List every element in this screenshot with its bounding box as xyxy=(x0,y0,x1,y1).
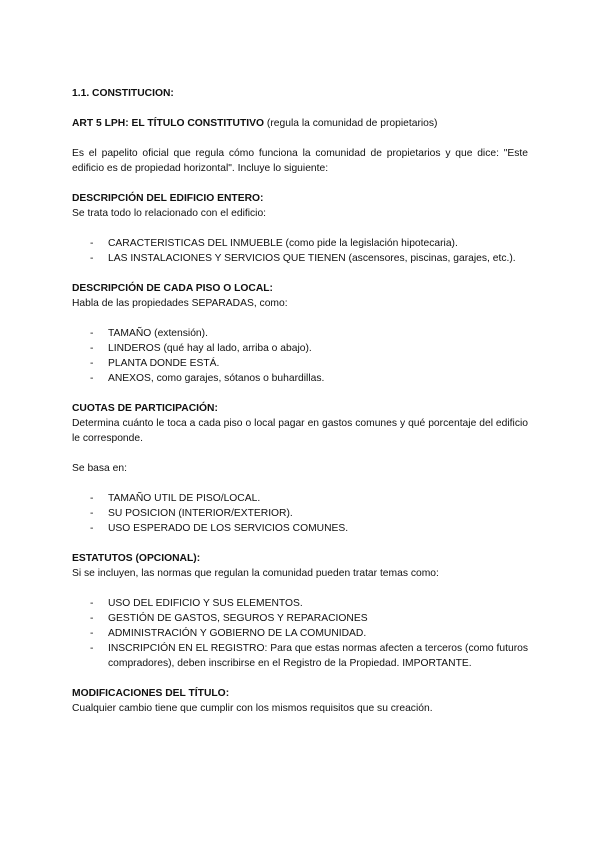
dash-bullet: - xyxy=(90,328,94,339)
dash-bullet: - xyxy=(90,643,94,654)
section-title-cuotas: CUOTAS DE PARTICIPACIÓN: xyxy=(72,403,218,414)
list-item xyxy=(72,491,528,506)
section-title-piso: DESCRIPCIÓN DE CADA PISO O LOCAL: xyxy=(72,283,273,294)
section-text-estatutos: Si se incluyen, las normas que regulan la comunidad pueden tratar temas como: xyxy=(72,568,439,579)
section-extra-cuotas: Se basa en: xyxy=(72,463,127,474)
dash-bullet: - xyxy=(90,253,94,264)
list-item-text: LINDEROS (qué hay al lado, arriba o abajo). xyxy=(108,343,312,354)
list-item-text: SU POSICION (INTERIOR/EXTERIOR). xyxy=(108,508,293,519)
list-item-text: ANEXOS, como garajes, sótanos o buhardillas. xyxy=(108,373,325,384)
list-cuotas xyxy=(72,491,528,536)
dash-bullet: - xyxy=(90,493,94,504)
list-item-text: GESTIÓN DE GASTOS, SEGUROS Y REPARACIONES xyxy=(108,613,368,624)
main-heading: 1.1. CONSTITUCION: xyxy=(72,88,174,99)
list-item xyxy=(72,641,528,671)
list-item xyxy=(72,341,528,356)
dash-bullet: - xyxy=(90,358,94,369)
article-heading-bold: ART 5 LPH: EL TÍTULO CONSTITUTIVO xyxy=(72,118,265,129)
list-edificio xyxy=(72,236,528,266)
dash-bullet: - xyxy=(90,523,94,534)
section-text-modificaciones: Cualquier cambio tiene que cumplir con los mismos requisitos que su creación. xyxy=(72,703,433,714)
dash-bullet: - xyxy=(90,343,94,354)
article-heading xyxy=(72,116,528,131)
list-item xyxy=(72,596,528,611)
section-title-modificaciones: MODIFICACIONES DEL TÍTULO: xyxy=(72,688,230,699)
section-text-cuotas: Determina cuánto le toca a cada piso o local pagar en gastos comunes y qué porcentaje del edificio le corresponde. xyxy=(72,418,528,444)
list-item-text: TAMAÑO UTIL DE PISO/LOCAL. xyxy=(108,493,261,504)
dash-bullet: - xyxy=(90,373,94,384)
article-heading-note: (regula la comunidad de propietarios) xyxy=(266,118,438,129)
list-item xyxy=(72,611,528,626)
dash-bullet: - xyxy=(90,628,94,639)
list-item xyxy=(72,251,528,266)
list-item-text: USO ESPERADO DE LOS SERVICIOS COMUNES. xyxy=(108,523,349,534)
list-item-text: LAS INSTALACIONES Y SERVICIOS QUE TIENEN (ascensores, piscinas, garajes, etc.). xyxy=(108,253,516,264)
list-piso xyxy=(72,326,528,386)
list-item xyxy=(72,356,528,371)
list-estatutos xyxy=(72,596,528,671)
list-item-text: INSCRIPCIÓN EN EL REGISTRO: Para que estas normas afecten a terceros (como futuros compradores), deben inscribirse en el Registro de la Propiedad. IMPORTANTE. xyxy=(108,643,528,669)
list-item xyxy=(72,506,528,521)
dash-bullet: - xyxy=(90,613,94,624)
list-item-text: TAMAÑO (extensión). xyxy=(108,328,208,339)
list-item-text: ADMINISTRACIÓN Y GOBIERNO DE LA COMUNIDAD. xyxy=(108,628,367,639)
list-item xyxy=(72,521,528,536)
list-item xyxy=(72,326,528,341)
list-item xyxy=(72,626,528,641)
list-item-text: PLANTA DONDE ESTÁ. xyxy=(108,358,220,369)
list-item-text: USO DEL EDIFICIO Y SUS ELEMENTOS. xyxy=(108,598,303,609)
list-item xyxy=(72,371,528,386)
intro-paragraph: Es el papelito oficial que regula cómo funciona la comunidad de propietarios y que dice: "Este edificio es de propiedad horizontal". Incluye lo siguiente: xyxy=(72,148,528,174)
list-item xyxy=(72,236,528,251)
section-title-edificio: DESCRIPCIÓN DEL EDIFICIO ENTERO: xyxy=(72,193,264,204)
list-item-text: CARACTERISTICAS DEL INMUEBLE (como pide la legislación hipotecaria). xyxy=(108,238,458,249)
section-title-estatutos: ESTATUTOS (OPCIONAL): xyxy=(72,553,201,564)
section-text-piso: Habla de las propiedades SEPARADAS, como: xyxy=(72,298,288,309)
dash-bullet: - xyxy=(90,238,94,249)
dash-bullet: - xyxy=(90,598,94,609)
dash-bullet: - xyxy=(90,508,94,519)
document-page xyxy=(72,86,528,716)
section-text-edificio: Se trata todo lo relacionado con el edificio: xyxy=(72,208,267,219)
